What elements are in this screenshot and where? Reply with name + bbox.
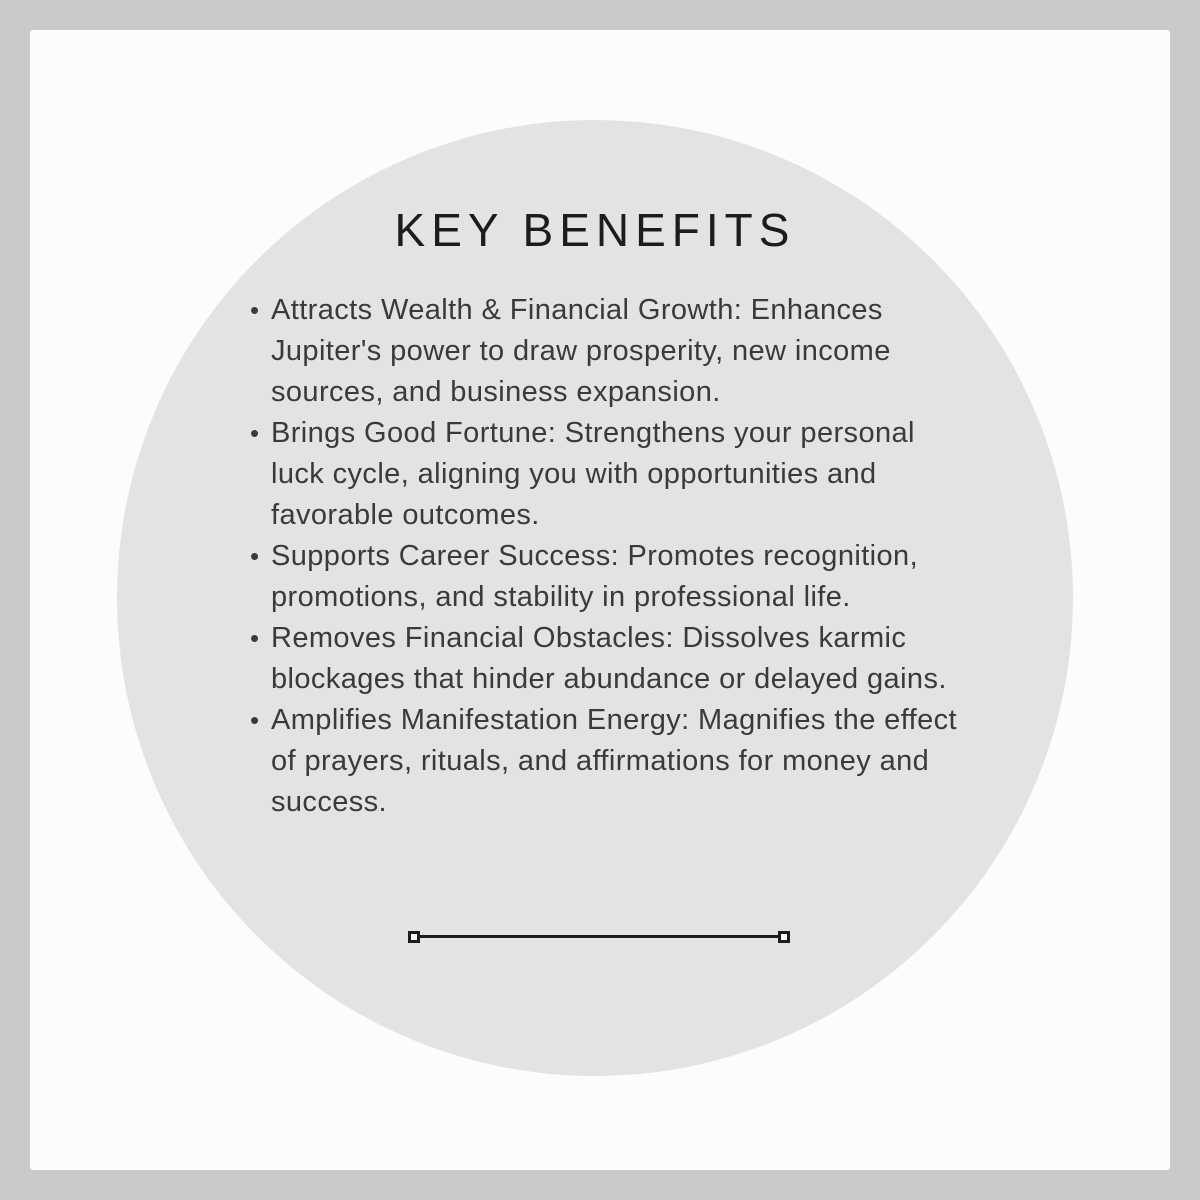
divider-left-square-icon	[408, 931, 420, 943]
divider-right-square-icon	[778, 931, 790, 943]
benefits-list	[250, 290, 974, 823]
bullet-icon: •	[250, 705, 260, 735]
bullet-icon: •	[250, 295, 260, 325]
list-item	[250, 413, 974, 536]
divider-ornament	[408, 930, 790, 943]
benefit-text: Supports Career Success: Promotes recognition, promotions, and stability in professional life.	[271, 540, 919, 613]
page-canvas	[30, 30, 1170, 1170]
benefit-text: Amplifies Manifestation Energy: Magnifies the effect of prayers, rituals, and affirmations for money and success.	[271, 704, 957, 818]
benefit-text: Attracts Wealth & Financial Growth: Enhances Jupiter's power to draw prosperity, new income sources, and business expansion.	[271, 294, 891, 408]
list-item	[250, 536, 974, 618]
list-item	[250, 700, 974, 823]
benefit-text: Brings Good Fortune: Strengthens your personal luck cycle, aligning you with opportunities and favorable outcomes.	[271, 417, 915, 531]
bullet-icon: •	[250, 418, 260, 448]
list-item	[250, 618, 974, 700]
benefit-text: Removes Financial Obstacles: Dissolves karmic blockages that hinder abundance or delayed gains.	[271, 622, 947, 695]
divider-line	[420, 935, 778, 938]
bullet-icon: •	[250, 623, 260, 653]
list-item	[250, 290, 974, 413]
background-circle	[117, 120, 1073, 1076]
bullet-icon: •	[250, 541, 260, 571]
page-title: KEY BENEFITS	[394, 204, 796, 256]
